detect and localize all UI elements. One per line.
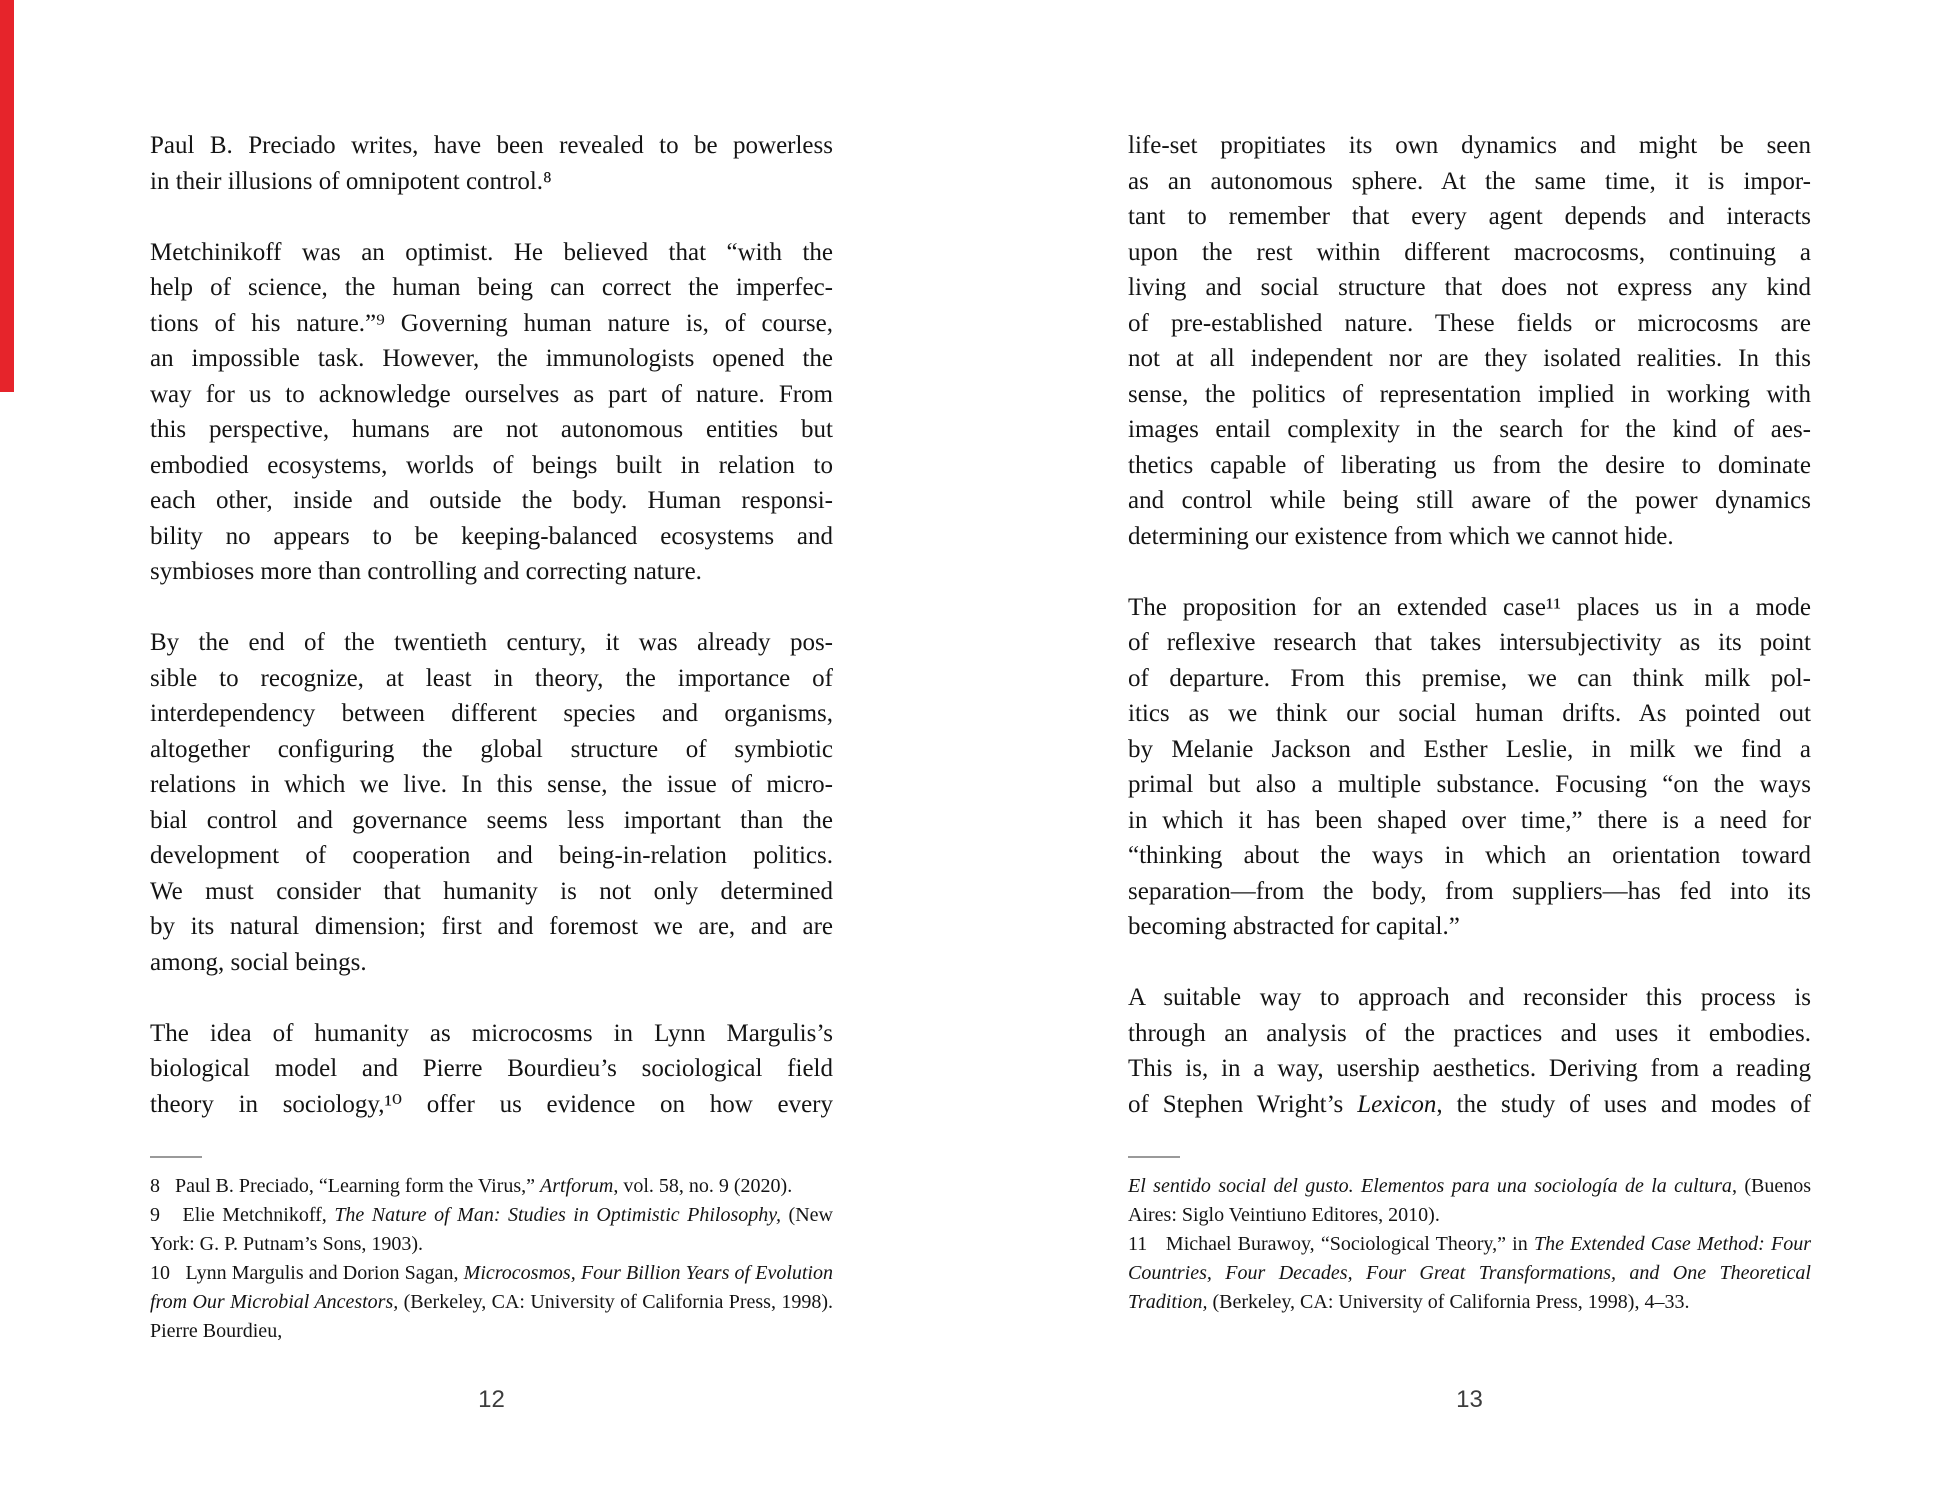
text-line: upon the rest within different macrocosms, continuing a (1128, 238, 1811, 266)
text-line: images entail complexity in the search for the kind of aes- (1128, 416, 1811, 443)
text-line: primal but also a multiple substance. Focusing “on the ways (1128, 771, 1811, 798)
paragraph (1128, 590, 1811, 945)
text-segment: 11 Michael Burawoy, “Sociological Theory,” in (1128, 1233, 1534, 1255)
text-line: bial control and governance seems less important than the (150, 806, 833, 834)
text-line: By the end of the twentieth century, it was already pos- (150, 629, 833, 656)
right-page-footnotes (1128, 1156, 1811, 1317)
text-segment: (Berkeley, CA: University of California Press, 1998). Pierre Bourdieu, (150, 1291, 834, 1342)
text-segment: (New York: G. P. Putnam’s Sons, 1903). (150, 1204, 833, 1255)
text-line: itics as we think our social human drifts. As pointed out (1128, 700, 1811, 727)
text-line: The idea of humanity as microcosms in Lynn Margulis’s (150, 1019, 833, 1047)
text-line: thetics capable of liberating us from the desire to dominate (1128, 451, 1811, 479)
footnote-separator-rule (1128, 1156, 1180, 1158)
paragraph (150, 625, 833, 980)
text-line: as an autonomous sphere. At the same time, it is impor- (1128, 167, 1811, 195)
text-line: determining our existence from which we cannot hide. (1128, 522, 1674, 550)
footnote (1128, 1172, 1811, 1230)
text-segment: 8 Paul B. Preciado, “Learning form the Virus,” (150, 1175, 540, 1197)
footnote-list (1128, 1172, 1811, 1317)
text-line: Paul B. Preciado writes, have been revealed to be powerless (150, 132, 833, 159)
text-segment: Artforum (540, 1175, 614, 1197)
footnote-separator-rule (150, 1156, 202, 1158)
page-number: 12 (478, 1386, 505, 1413)
spine-accent-stripe (0, 0, 14, 392)
text-segment: 9 Elie Metchnikoff, (150, 1204, 335, 1226)
text-line: and control while being still aware of the power dynamics (1128, 487, 1811, 514)
text-line: sible to recognize, at least in theory, the importance of (150, 664, 833, 692)
paragraph (150, 1016, 833, 1123)
text-line: tant to remember that every agent depends and interacts (1128, 203, 1811, 230)
text-line: symbioses more than controlling and correcting nature. (150, 558, 702, 585)
right-page (1128, 128, 1811, 1500)
text-line: “thinking about the ways in which an orientation toward (1128, 842, 1811, 869)
text-segment: , the study of uses and modes of (1436, 1090, 1811, 1118)
text-line: separation—from the body, from suppliers—has fed into its (1128, 877, 1811, 905)
text-line: of pre-established nature. These fields or microcosms are (1128, 309, 1811, 337)
text-line: through an analysis of the practices and uses it embodies. (1128, 1019, 1811, 1047)
text-line: biological model and Pierre Bourdieu’s sociological field (150, 1055, 833, 1082)
text-line: theory in sociology,¹⁰ offer us evidence on how every (150, 1090, 833, 1118)
paragraph (150, 128, 833, 199)
paragraph (1128, 980, 1811, 1122)
text-segment: , vol. 58, no. 9 (2020). (613, 1175, 793, 1197)
text-segment: El sentido social del gusto. Elementos para una sociología de la cultura (1128, 1175, 1732, 1197)
footnote (150, 1172, 833, 1201)
paragraph (150, 235, 833, 590)
footnote (1128, 1230, 1811, 1317)
text-line: altogether configuring the global structure of symbiotic (150, 735, 833, 763)
page-number: 13 (1456, 1386, 1483, 1413)
text-line: bility no appears to be keeping-balanced ecosystems and (150, 522, 833, 550)
left-page (150, 128, 833, 1500)
text-line (1128, 1087, 1811, 1123)
text-line: sense, the politics of representation implied in working with (1128, 380, 1811, 408)
text-line: development of cooperation and being-in-relation politics. (150, 842, 833, 869)
text-line: A suitable way to approach and reconsider this process is (1128, 984, 1811, 1011)
text-line: not at all independent nor are they isolated realities. In this (1128, 345, 1811, 372)
text-segment: (Berkeley, CA: University of California Press, 1998), 4–33. (1207, 1291, 1690, 1313)
text-line: tions of his nature.”⁹ Governing human nature is, of course, (150, 309, 833, 337)
paragraph (1128, 128, 1811, 554)
text-segment: The Nature of Man: Studies in Optimistic Philosophy, (334, 1204, 782, 1226)
text-line: Metchinikoff was an optimist. He believed that “with the (150, 238, 833, 266)
text-line: by its natural dimension; first and foremost we are, and are (150, 913, 833, 940)
footnote (150, 1201, 833, 1259)
text-line: relations in which we live. In this sense, the issue of micro- (150, 771, 833, 798)
text-line: an impossible task. However, the immunologists opened the (150, 345, 833, 372)
left-page-footnotes (150, 1156, 833, 1346)
text-segment: , (Buenos Aires: Siglo Veintiuno Editores, 2010). (1128, 1175, 1811, 1226)
text-line: this perspective, humans are not autonomous entities but (150, 416, 833, 443)
text-line: living and social structure that does not express any kind (1128, 274, 1811, 301)
text-line: This is, in a way, usership aesthetics. Deriving from a reading (1128, 1055, 1811, 1082)
footnote (150, 1259, 833, 1346)
text-line: way for us to acknowledge ourselves as part of nature. From (150, 380, 833, 408)
text-segment: The Extended Case Method: Four Countries, Four Decades, Four Great Transformations, and One Theoretical Tradition, (1128, 1233, 1811, 1313)
text-line: help of science, the human being can correct the imperfec- (150, 274, 833, 301)
text-line: embodied ecosystems, worlds of beings built in relation to (150, 451, 833, 479)
footnote-list (150, 1172, 833, 1346)
text-segment: 10 Lynn Margulis and Dorion Sagan, (150, 1262, 464, 1284)
text-line: of departure. From this premise, we can think milk pol- (1128, 664, 1811, 692)
text-line: each other, inside and outside the body. Human responsi- (150, 487, 833, 514)
text-line: We must consider that humanity is not only determined (150, 877, 833, 905)
left-page-body-text (150, 128, 833, 1122)
text-line: by Melanie Jackson and Esther Leslie, in milk we find a (1128, 735, 1811, 763)
text-segment: Lexicon (1357, 1090, 1437, 1118)
text-line: becoming abstracted for capital.” (1128, 913, 1460, 940)
text-segment: of Stephen Wright’s (1128, 1090, 1358, 1118)
text-line: The proposition for an extended case¹¹ places us in a mode (1128, 593, 1811, 621)
text-line: of reflexive research that takes intersubjectivity as its point (1128, 629, 1811, 656)
text-line: life-set propitiates its own dynamics and might be seen (1128, 132, 1811, 159)
text-line: among, social beings. (150, 948, 367, 976)
text-line: in which it has been shaped over time,” there is a need for (1128, 806, 1811, 834)
text-line: interdependency between different species and organisms, (150, 700, 833, 727)
text-line: in their illusions of omnipotent control.⁸ (150, 167, 552, 195)
right-page-body-text (1128, 128, 1811, 1122)
text-segment: Microcosmos, Four Billion Years of Evolution from Our Microbial Ancestors, (150, 1262, 833, 1313)
